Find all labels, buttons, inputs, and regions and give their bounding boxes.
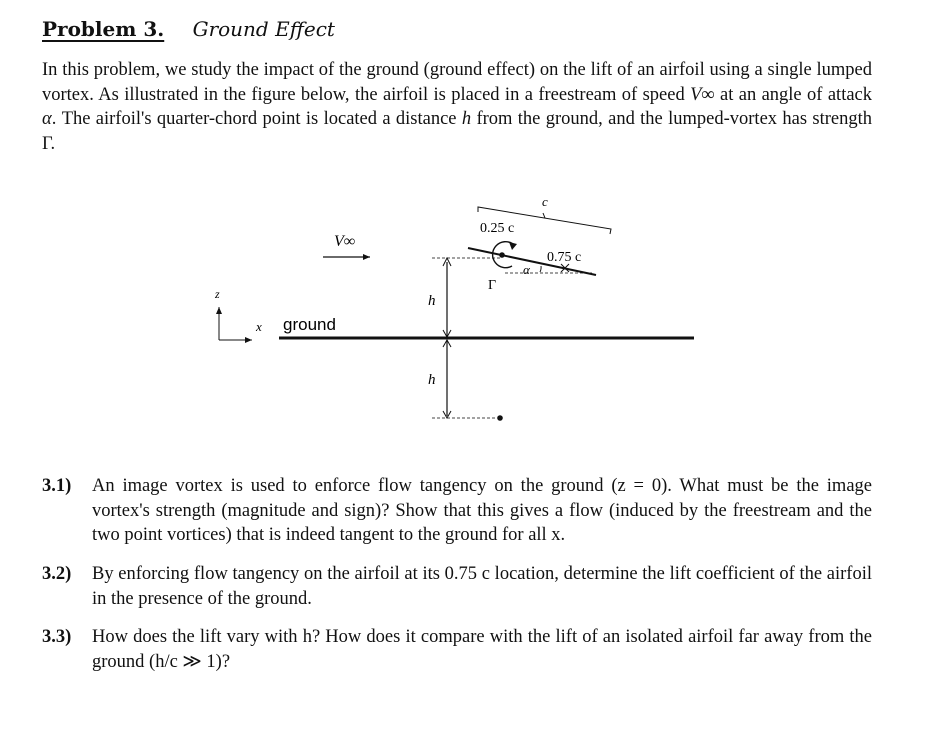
question-3-3 (42, 625, 872, 674)
lower-h-label: h (428, 372, 436, 388)
question-3-1 (42, 474, 872, 548)
question-number: 3.2) (42, 564, 72, 584)
quarter-chord-label: 0.25 c (480, 221, 515, 236)
chord-bracket-tick (543, 213, 545, 218)
ground-label: ground (283, 315, 336, 334)
vortex-arrow-head (509, 242, 517, 250)
gamma-label: Γ (488, 278, 497, 293)
problem-title: Ground Effect (192, 17, 335, 41)
image-vortex-point (497, 415, 503, 421)
freestream-label: V∞ (334, 233, 356, 250)
z-axis-label: z (215, 287, 220, 301)
chord-label: c (542, 194, 548, 209)
intro-gamma: Γ (42, 133, 51, 154)
x-axis-label: x (256, 319, 262, 334)
intro-text-2: at an angle of attack (714, 84, 873, 105)
intro-text-4: from the ground, and the lumped-vortex has strength (471, 109, 872, 129)
intro-v-inf: V∞ (690, 84, 715, 105)
intro-text-5: . (50, 133, 56, 154)
question-text: How does the lift vary with h? How does it compare with the lift of an isolated airfoil far away from the ground (h/c ≫ 1)? (92, 627, 872, 672)
alpha-arc (540, 266, 541, 272)
intro-text-1: In this problem, we study the impact of the ground (ground effect) on the lift of an airfoil using a single lumped vortex. As illustrated in the figure below, the airfoil is placed in a freestream of speed (42, 60, 872, 105)
question-number: 3.1) (42, 476, 72, 496)
problem-number: Problem 3. (42, 17, 165, 41)
question-text: By enforcing flow tangency on the airfoil at its 0.75 c location, determine the lift coefficient of the airfoil in the presence of the ground. (92, 564, 872, 609)
question-number: 3.3) (42, 627, 72, 647)
vortex-point (499, 252, 505, 258)
intro-h: h (461, 109, 472, 129)
alpha-label: α (523, 262, 530, 277)
intro-text-3: . The airfoil's quarter-chord point is located a distance (51, 109, 462, 129)
question-3-2 (42, 562, 872, 611)
three-quarter-chord-label: 0.75 c (547, 250, 582, 265)
intro-alpha: α (42, 109, 52, 129)
upper-h-label: h (428, 293, 436, 309)
question-text: An image vortex is used to enforce flow tangency on the ground (z = 0). What must be the image vortex's strength (magnitude and sign)? Show that this gives a flow (induced by the freestream and the two point vortices) that is indeed tangent to the ground for all x. (92, 476, 872, 545)
